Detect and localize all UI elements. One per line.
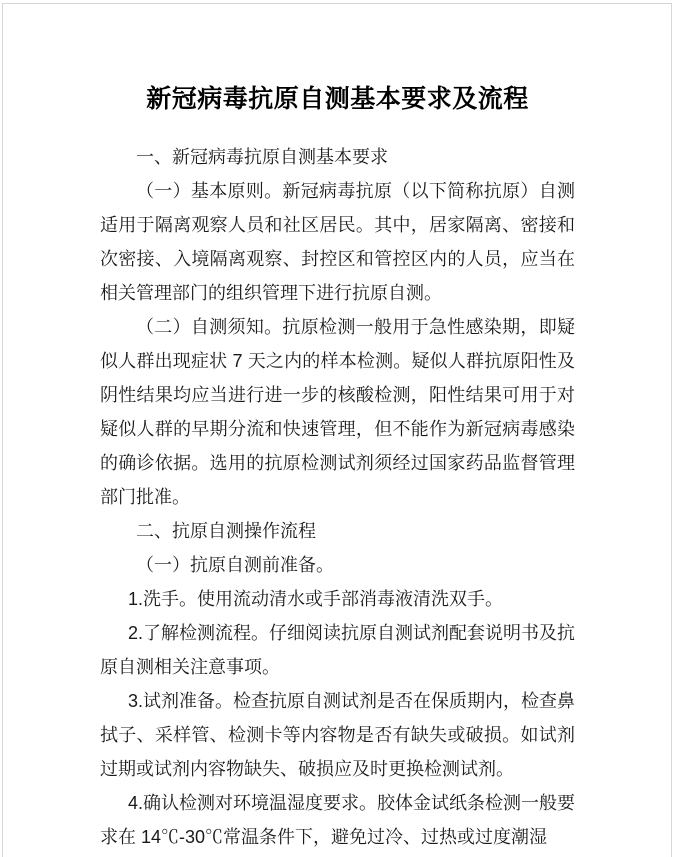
paragraph-numbered: 2.了解检测流程。仔细阅读抗原自测试剂配套说明书及抗原自测相关注意事项。 xyxy=(100,623,576,677)
paragraph-numbered: 3.试剂准备。检查抗原自测试剂是否在保质期内，检查鼻拭子、采样管、检测卡等内容物是否有缺失或破损。如试剂过期或试剂内容物缺失、破损应及时更换检测试剂。 xyxy=(100,691,576,779)
paragraph-body: （一）抗原自测前准备。 xyxy=(136,555,334,575)
paragraph-section: 一、新冠病毒抗原自测基本要求 xyxy=(136,147,388,167)
paragraph-numbered: 4.确认检测对环境温湿度要求。胶体金试纸条检测一般要求在 14℃-30℃常温条件下，避免过冷、过热或过度潮湿 xyxy=(100,793,576,847)
paragraph-section: 二、抗原自测操作流程 xyxy=(136,521,316,541)
document-body xyxy=(100,140,575,854)
document-title: 新冠病毒抗原自测基本要求及流程 xyxy=(146,86,529,113)
paragraph-numbered: 1.洗手。使用流动清水或手部消毒液清洗双手。 xyxy=(128,589,504,609)
paragraph-body: （一）基本原则。新冠病毒抗原（以下简称抗原）自测适用于隔离观察人员和社区居民。其中，居家隔离、密接和次密接、入境隔离观察、封控区和管控区内的人员，应当在相关管理部门的组织管理下进行抗原自测。 xyxy=(100,181,575,303)
paragraph-body: （二）自测须知。抗原检测一般用于急性感染期，即疑似人群出现症状 7 天之内的样本检测。疑似人群抗原阳性及阴性结果均应当进行进一步的核酸检测，阳性结果可用于对疑似人群的早期分流和快速管理，但不能作为新冠病毒感染的确诊依据。选用的抗原检测试剂须经过国家药品监督管理部门批准。 xyxy=(100,317,575,507)
document-page xyxy=(2,3,672,857)
